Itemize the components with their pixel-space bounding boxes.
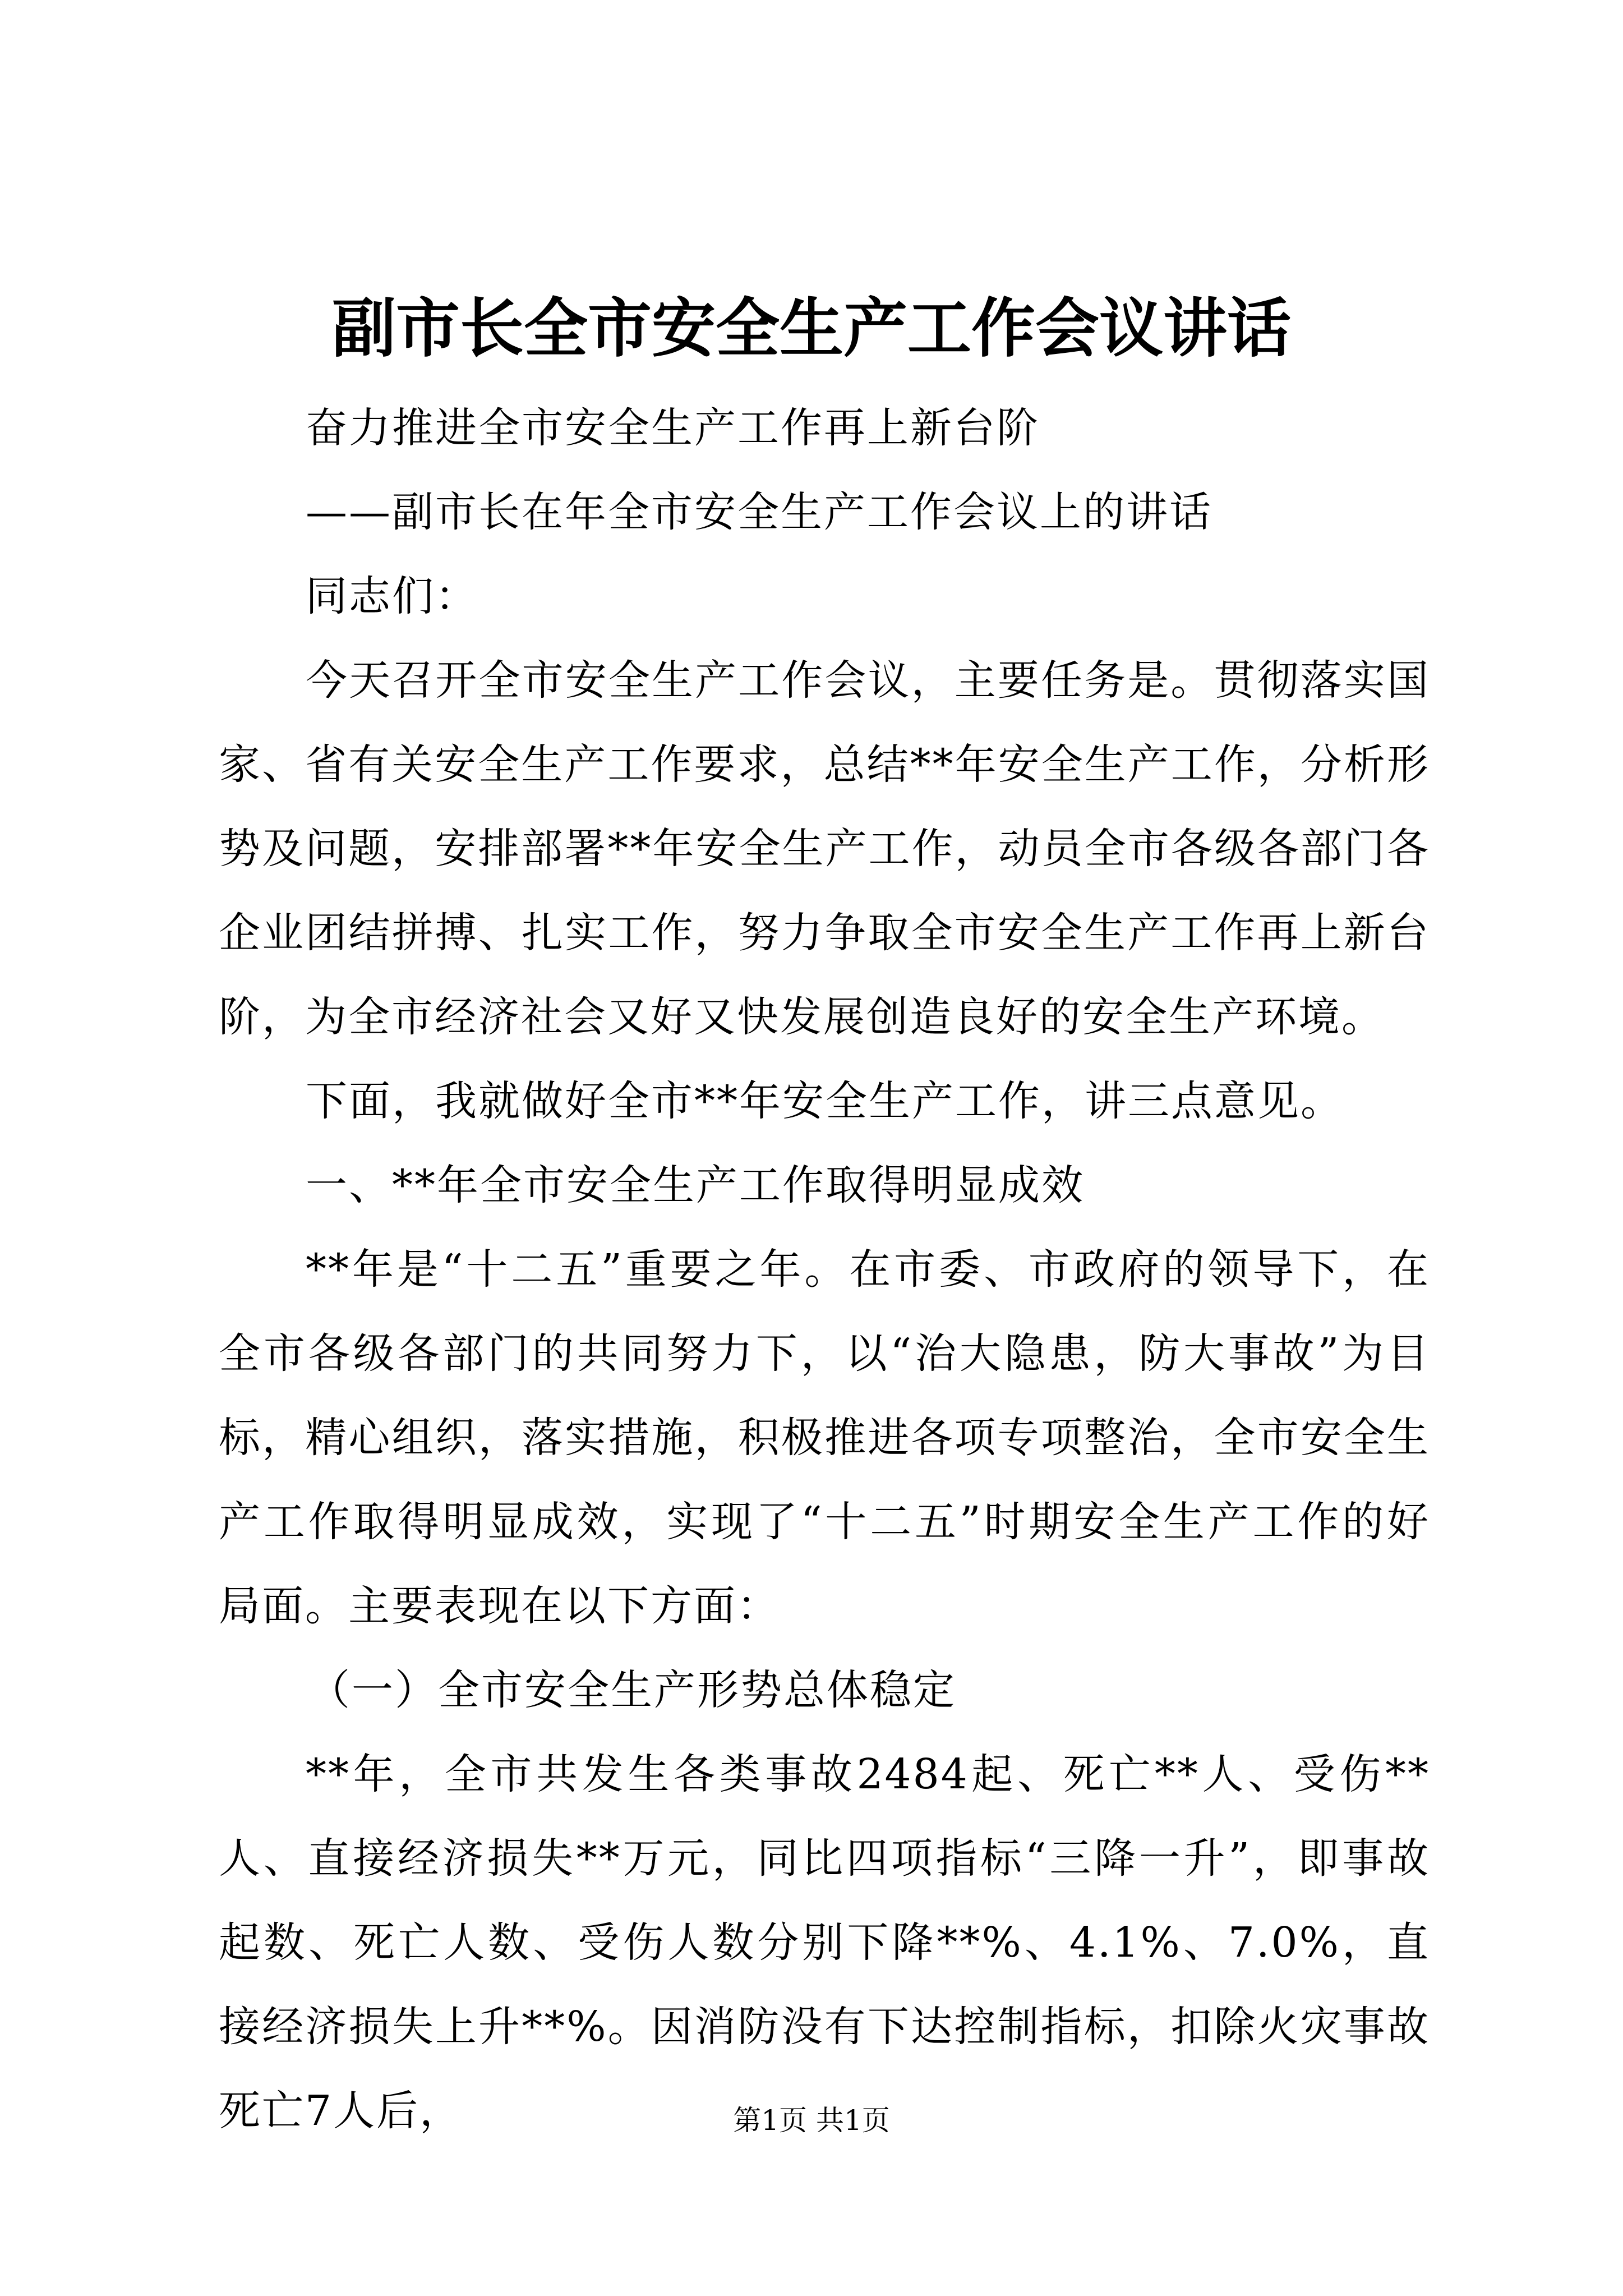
section-heading-1: 一、**年全市安全生产工作取得明显成效 (306, 1161, 1085, 1209)
paragraph-outline: 下面，我就做好全市**年安全生产工作，讲三点意见。 (306, 1077, 1344, 1125)
paragraph-statistics: **年，全市共发生各类事故2484起、死亡**人、受伤**人、直接经济损失**万元，同比四项指标“三降一升”，即事故起数、死亡人数、受伤人数分别下降**%、4.1%、7.0%，直接经济损失上升**%。因消防没有下达控制指标，扣除火灾事故死亡7人后， (219, 1750, 1430, 2135)
page-footer: 第1页 共1页 (733, 2104, 890, 2137)
salutation: 同志们： (306, 572, 478, 620)
document-title: 副市长全市安全生产工作会议讲话 (331, 291, 1291, 366)
speech-byline: ——副市长在年全市安全生产工作会议上的讲话 (306, 488, 1212, 536)
subtitle-heading: 奋力推进全市安全生产工作再上新台阶 (306, 404, 1040, 452)
document-body (219, 386, 1430, 2153)
paragraph-achievements: **年是“十二五”重要之年。在市委、市政府的领导下，在全市各级各部门的共同努力下，以“治大隐患，防大事故”为目标，精心组织，落实措施，积极推进各项专项整治，全市安全生产工作取得明显成效，实现了“十二五”时期安全生产工作的好局面。主要表现在以下方面： (219, 1245, 1430, 1630)
subsection-heading-1: （一）全市安全生产形势总体稳定 (308, 1666, 956, 1714)
paragraph-intro: 今天召开全市安全生产工作会议，主要任务是。贯彻落实国家、省有关安全生产工作要求，总结**年安全生产工作，分析形势及问题，安排部署**年安全生产工作，动员全市各级各部门各企业团结拼搏、扎实工作，努力争取全市安全生产工作再上新台阶，为全市经济社会又好又快发展创造良好的安全生产环境。 (219, 656, 1430, 1041)
